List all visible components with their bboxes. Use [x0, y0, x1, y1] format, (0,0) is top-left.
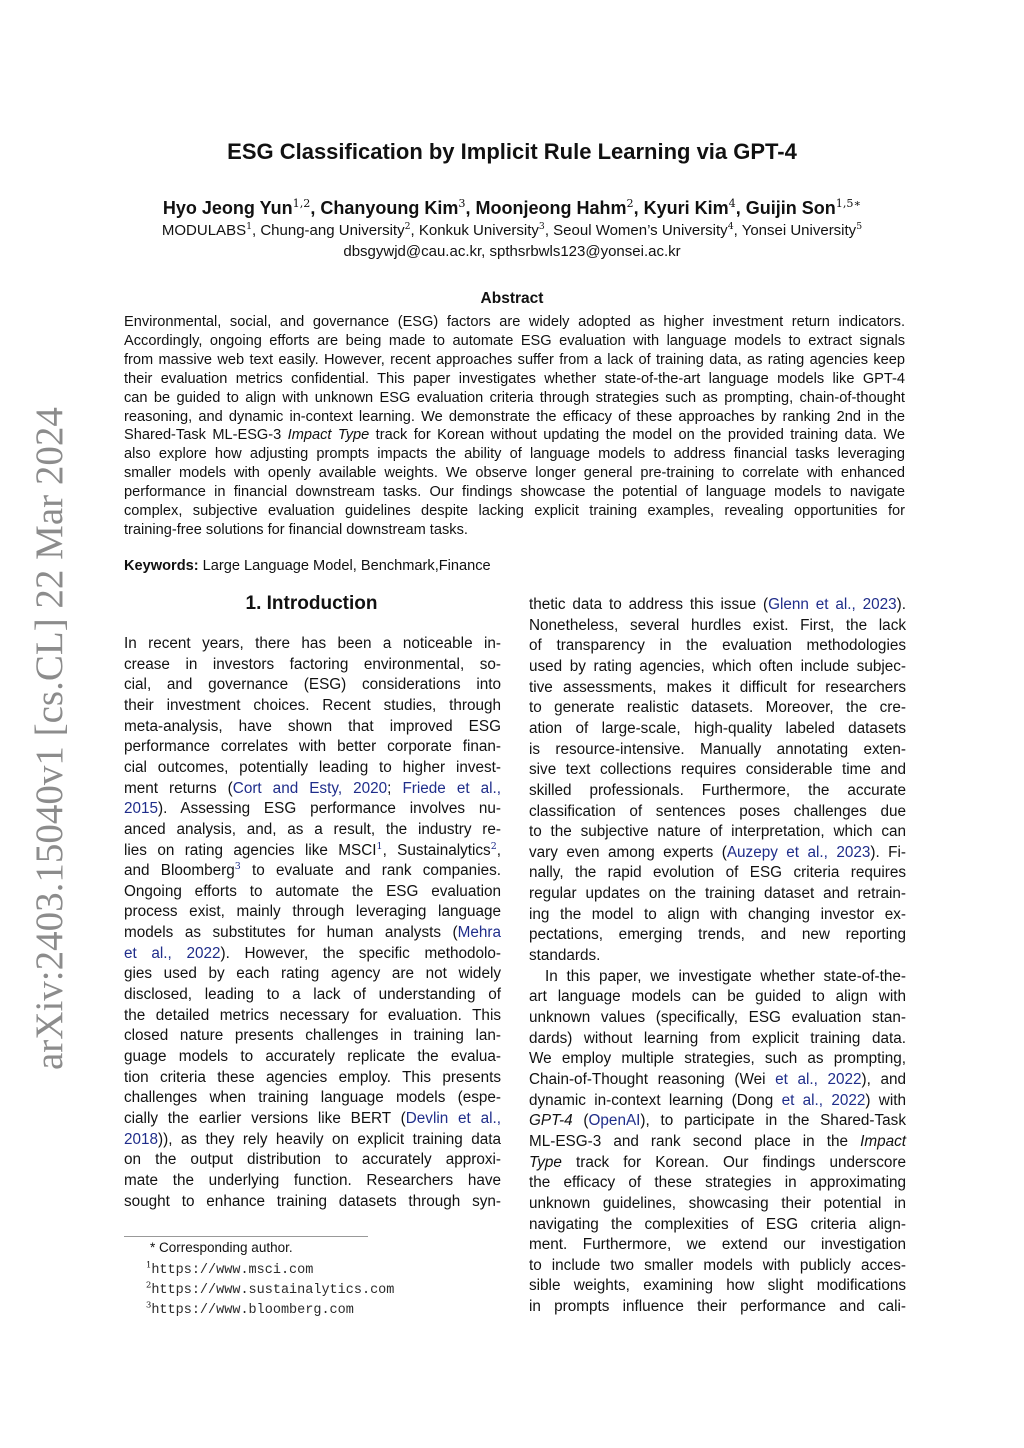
author-name: Hyo Jeong Yun: [162, 198, 293, 218]
footnote-corresponding: * Corresponding author.: [150, 1240, 293, 1255]
footnote-url: https://www.sustainalytics.com: [151, 1283, 395, 1298]
author-affiliation-mark: 4: [728, 197, 736, 210]
body-line: 2018)), as they rely heavily on explicit training data: [124, 1130, 501, 1148]
body-line: lies on rating agencies like MSCI$^1$, Sustainalytics$^2$,: [124, 840, 501, 859]
body-line: Chain-of-Thought reasoning (Wei et al., 2022), and: [529, 1070, 906, 1088]
footnote-number: 1: [146, 1259, 152, 1270]
body-line: cial, and governance (ESG) considerations into: [124, 676, 501, 694]
body-line: challenges when training language models (espe-: [124, 1089, 501, 1107]
body-line: pectations, emerging trends, and new reporting: [529, 926, 906, 944]
citation-link[interactable]: Glenn et al., 2023: [768, 596, 897, 613]
body-line: 2015). Assessing ESG performance involves nu-: [124, 800, 501, 818]
body-line: In this paper, we investigate whether state-of-the-: [545, 967, 906, 985]
body-line: crease in investors factoring environmental, so-: [124, 655, 501, 673]
body-line: of transparency in the evaluation methodologies: [529, 637, 906, 655]
body-line: skilled professionals. Furthermore, the accurate: [529, 781, 906, 799]
citation-link[interactable]: Mehra: [457, 924, 501, 942]
abstract-heading: Abstract: [480, 290, 544, 307]
body-line: sible weights, examining how slight modifications: [529, 1277, 906, 1295]
body-line: cially the earlier versions like BERT (Devlin et al.,: [124, 1109, 501, 1127]
body-line: In recent years, there has been a noticeable in-: [124, 635, 501, 652]
body-line: used by rating agencies, which often include subjec-: [529, 657, 906, 675]
body-line: closed nature presents challenges in training lan-: [124, 1027, 501, 1045]
affiliation-name: Seoul Women’s University: [553, 222, 728, 239]
body-line: ment. Furthermore, we extend our investigation: [529, 1236, 906, 1254]
body-line: anced analysis, and, as a result, the industry re-: [124, 820, 501, 838]
affiliation-mark: 1: [246, 221, 252, 232]
body-line: dards) without learning from explicit training data.: [529, 1029, 906, 1047]
author-name: Kyuri Kim: [643, 198, 729, 218]
body-line: disclosed, leading to a lack of understanding of: [124, 986, 501, 1004]
footnote-number: 3: [146, 1299, 152, 1310]
body-line: regular updates on the training dataset and retrain-: [529, 885, 906, 903]
body-line: vary even among experts (Auzepy et al., 2023). Fi-: [529, 843, 906, 861]
keywords-value: Large Language Model, Benchmark,Finance: [202, 558, 491, 574]
citation-link[interactable]: 2015: [124, 800, 159, 818]
body-line: in prompts influence their performance and cali-: [529, 1298, 906, 1316]
body-line: and Bloomberg$^3$ to evaluate and rank companies.: [124, 861, 501, 880]
citation-link[interactable]: et al., 2022: [124, 944, 221, 962]
author-name: Guijin Son: [745, 198, 836, 218]
affiliation-name: MODULABS: [161, 222, 247, 239]
body-line: art language models can be guided to align with: [529, 988, 906, 1006]
abstract-line: can be guided to align with unknown ESG evaluation criteria through strategies such as prompting, chain-of-thought: [124, 389, 905, 406]
keywords: [124, 558, 491, 574]
body-line: Ongoing efforts to automate the ESG evaluation: [124, 882, 501, 900]
body-line: Type track for Korean. Our findings underscore: [529, 1153, 906, 1171]
body-line: tive assessments, makes it difficult for researchers: [529, 678, 906, 696]
body-line: models as substitutes for human analysts (Mehra: [124, 924, 501, 942]
affiliation-mark: 3: [538, 221, 545, 232]
body-line: on the output distribution to accurately approxi-: [124, 1151, 501, 1169]
affiliations: MODULABS$^1$, Chung-ang University$^2$, Konkuk University$^3$, Seoul Women’s University$^4$, Yonsei University$^5$: [161, 221, 863, 239]
footnote-url: https://www.msci.com: [151, 1263, 314, 1278]
citation-link[interactable]: Friede et al.,: [402, 779, 502, 797]
abstract-line: Environmental, social, and governance (ESG) factors are widely adopted as higher investment return indicators.: [124, 314, 905, 330]
body-line: gies used by each rating agency are not widely: [124, 965, 501, 983]
body-line: Nonetheless, several hurdles exist. First, the lack: [529, 616, 906, 634]
author-list: Hyo Jeong Yun$^{1,2}$, Chanyoung Kim$^3$, Moonjeong Hahm$^2$, Kyuri Kim$^4$, Guijin Son$^{1,5∗}$: [162, 197, 862, 218]
body-line: is resource-intensive. Manually annotating exten-: [529, 740, 906, 758]
author-name: Chanyoung Kim: [320, 198, 459, 218]
body-line: dynamic in-context learning (Dong et al., 2022) with: [529, 1091, 907, 1109]
arxiv-identifier: arXiv:2403.15040v1 [cs.CL] 22 Mar 2024: [28, 407, 71, 1070]
body-line: cial outcomes, potentially leading to higher invest-: [124, 758, 501, 776]
footnote-marker[interactable]: 2: [490, 840, 497, 852]
abstract-line: also explore how adjusting prompts impacts the ability of language models to address financial tasks leveraging: [124, 446, 905, 463]
track-name: Impact: [860, 1132, 906, 1150]
track-name: Type: [529, 1153, 562, 1171]
citation-link[interactable]: et al., 2022: [781, 1091, 866, 1109]
body-line: to include two smaller models with publicly acces-: [529, 1256, 906, 1274]
citation-link[interactable]: OpenAI: [588, 1112, 641, 1130]
affiliation-name: Chung-ang University: [260, 222, 405, 239]
abstract-line: performance in financial downstream tasks. Our findings showcase the potential of language models to navigate: [124, 484, 905, 501]
paper-title: ESG Classification by Implicit Rule Learning via GPT-4: [227, 139, 797, 164]
abstract-line: Accordingly, ongoing efforts are being made to automate ESG evaluation with language models to extract signals: [124, 332, 905, 349]
body-line: sought to enhance training datasets through syn-: [124, 1192, 501, 1210]
author-emails: dbsgywjd@cau.ac.kr, spthsrbwls123@yonsei.ac.kr: [343, 243, 681, 260]
body-line: ment returns (Cort and Esty, 2020; Friede et al.,: [124, 779, 502, 797]
footnote-number: 2: [146, 1279, 152, 1290]
model-name: GPT-4: [529, 1112, 573, 1130]
body-line: ML-ESG-3 and rank second place in the Impact: [529, 1132, 906, 1150]
citation-link[interactable]: 2018: [124, 1130, 159, 1148]
body-line: guage models to accurately replicate the evalua-: [124, 1048, 501, 1065]
abstract-text: Shared-Task ML-ESG-3: [124, 427, 288, 444]
author-affiliation-mark: 1,5∗: [835, 197, 862, 210]
body-line: GPT-4 (OpenAI), to participate in the Shared-Task: [529, 1112, 906, 1130]
abstract-line: complex, subjective evaluation guidelines despite lacking explicit training examples, revealing opportunities for: [124, 503, 905, 519]
citation-link[interactable]: Auzepy et al., 2023: [726, 843, 871, 861]
section-heading-introduction: 1. Introduction: [245, 593, 378, 614]
affiliation-name: Yonsei University: [741, 222, 857, 239]
body-line: classification of sentences poses challenges due: [529, 802, 906, 820]
citation-link[interactable]: Devlin et al.,: [405, 1109, 501, 1127]
abstract-line: from massive web text easily. However, recent approaches suffer from a lack of training data, as rating agencies keep: [124, 351, 905, 368]
body-line: ing the model to align with changing investor ex-: [529, 905, 906, 923]
affiliation-mark: 5: [856, 221, 863, 232]
body-line: nally, the rapid evolution of ESG criteria requires: [529, 864, 906, 882]
footnote-divider: [124, 1236, 368, 1237]
body-line: the efficacy of these strategies in approximating: [529, 1174, 906, 1192]
body-line: tion criteria these agencies employ. This presents: [124, 1068, 501, 1086]
body-line: unknown values (specifically, ESG evaluation stan-: [529, 1009, 906, 1026]
body-line: We employ multiple strategies, such as prompting,: [529, 1050, 906, 1068]
abstract-line: reasoning, and dynamic in-context learning. We demonstrate the efficacy of these approaches by ranking 2nd in the: [124, 408, 905, 425]
affiliation-mark: 2: [404, 221, 411, 232]
footnote-item: [146, 1259, 313, 1280]
body-line: mate the underlying function. Researchers have: [124, 1171, 501, 1189]
abstract-line: smaller models with openly available weights. We observe longer general pre-training to correlate with enhanced: [124, 465, 905, 482]
body-line: unknown guidelines, showcasing their potential in: [529, 1194, 906, 1212]
body-line: the detailed metrics necessary for evaluation. This: [124, 1006, 501, 1024]
body-line: et al., 2022). However, the specific methodolo-: [124, 944, 501, 962]
author-affiliation-mark: 1,2: [292, 197, 311, 210]
body-line: standards.: [529, 947, 601, 965]
abstract-emphasis: Impact Type: [287, 427, 370, 444]
keywords-label: Keywords:: [124, 558, 199, 574]
body-line: their investment choices. Recent studies, through: [124, 696, 501, 714]
citation-link[interactable]: et al., 2022: [775, 1070, 862, 1088]
body-line: navigating the complexities of ESG criteria align-: [529, 1215, 906, 1233]
footnote-item: [146, 1299, 354, 1320]
abstract-text: track for Korean without updating the model on the provided training data. We: [369, 427, 905, 444]
author-affiliation-mark: 3: [458, 197, 466, 210]
body-line: to the subjective nature of interpretation, which can: [529, 823, 906, 841]
affiliation-name: Konkuk University: [418, 222, 539, 239]
body-line: meta-analysis, have shown that improved ESG: [124, 717, 501, 735]
affiliation-mark: 4: [727, 221, 734, 232]
abstract-line: their evaluation metrics confidential. This paper investigates whether state-of-the-art language models like GPT-4: [124, 370, 905, 387]
body-line: thetic data to address this issue (Glenn et al., 2023).: [529, 596, 906, 613]
citation-link[interactable]: Cort and Esty, 2020: [232, 779, 388, 797]
body-line: to generate realistic datasets. Moreover, the cre-: [529, 699, 906, 717]
body-line: sive text collections requires considerable time and: [529, 761, 906, 779]
abstract-line: training-free solutions for financial downstream tasks.: [124, 521, 468, 538]
footnote-marker[interactable]: 3: [234, 861, 241, 873]
author-affiliation-mark: 2: [626, 197, 634, 210]
footnote-item: [146, 1279, 394, 1300]
body-line: performance correlates with better corporate finan-: [124, 738, 501, 756]
body-line: ation of large-scale, high-quality labeled datasets: [529, 719, 906, 737]
footnote-url: https://www.bloomberg.com: [151, 1303, 354, 1318]
abstract-line: [124, 426, 905, 445]
footnote-marker[interactable]: 1: [376, 840, 383, 852]
author-name: Moonjeong Hahm: [475, 198, 627, 218]
body-line: process exist, mainly through leveraging language: [124, 903, 501, 921]
